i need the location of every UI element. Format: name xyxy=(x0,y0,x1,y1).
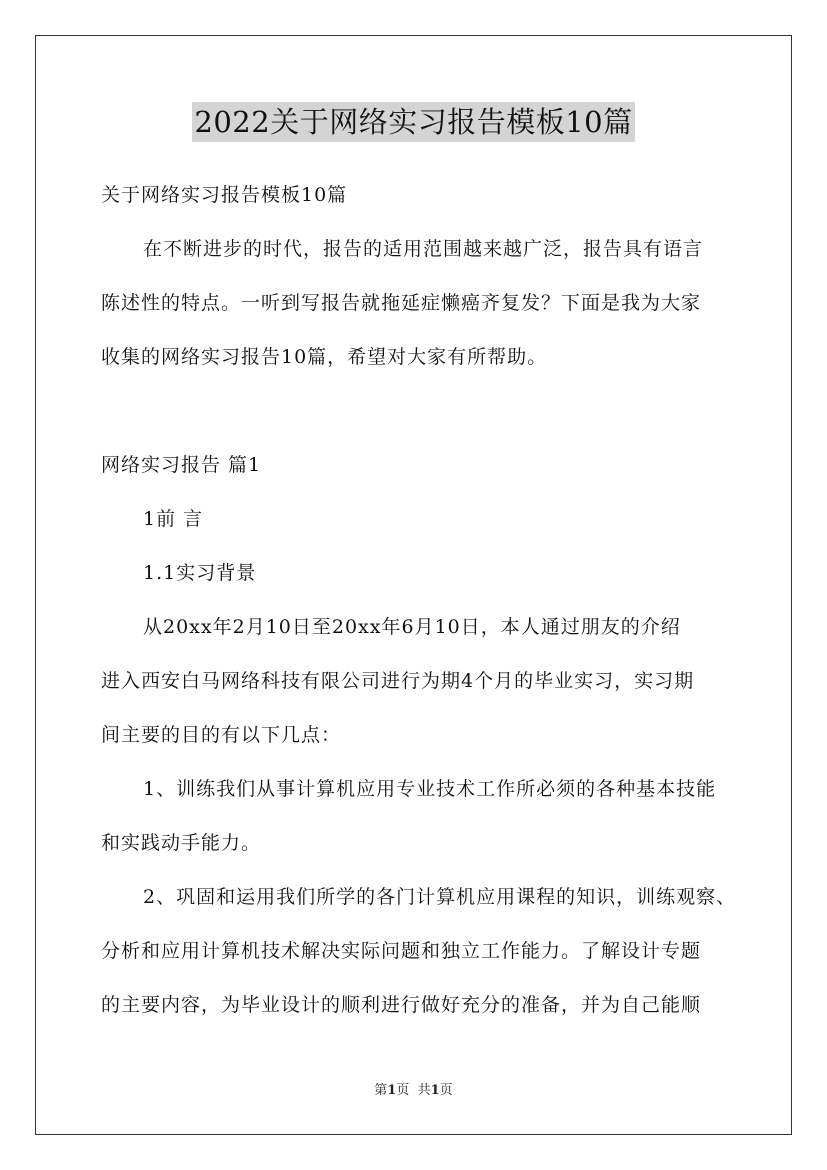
list-item-1-line-1: 1、训练我们从事计算机应用专业技术工作所必须的各种基本技能 xyxy=(143,778,717,800)
section-heading: 网络实习报告 篇1 xyxy=(101,454,262,476)
page-footer xyxy=(0,1082,827,1100)
document-title: 2022关于网络实习报告模板10篇 xyxy=(192,102,634,142)
intro-line-2: 陈述性的特点。一听到写报告就拖延症懒癌齐复发？下面是我为大家 xyxy=(101,292,702,314)
body-line-1: 从20xx年2月10日至20xx年6月10日，本人通过朋友的介绍 xyxy=(143,616,681,638)
total-prefix: 共 xyxy=(417,1083,431,1098)
page-suffix: 页 xyxy=(396,1083,410,1098)
total-pages: 1 xyxy=(430,1083,440,1098)
subtitle-line: 关于网络实习报告模板10篇 xyxy=(101,184,348,206)
subsection-heading: 1.1实习背景 xyxy=(143,562,257,584)
list-item-2-line-2: 分析和应用计算机技术解决实际问题和独立工作能力。了解设计专题 xyxy=(101,940,702,962)
body-line-2: 进入西安白马网络科技有限公司进行为期4个月的毕业实习，实习期 xyxy=(101,670,695,692)
title-block xyxy=(0,102,827,142)
page-number: 1 xyxy=(387,1083,397,1098)
intro-line-3: 收集的网络实习报告10篇，希望对大家有所帮助。 xyxy=(101,346,548,368)
total-suffix: 页 xyxy=(439,1083,453,1098)
intro-line-1: 在不断进步的时代，报告的适用范围越来越广泛，报告具有语言 xyxy=(143,238,704,260)
list-item-2-line-1: 2、巩固和运用我们所学的各门计算机应用课程的知识，训练观察、 xyxy=(143,886,737,908)
page-prefix: 第 xyxy=(374,1083,388,1098)
list-item-1-line-2: 和实践动手能力。 xyxy=(101,832,262,854)
body-line-3: 间主要的目的有以下几点： xyxy=(101,724,342,746)
list-item-2-line-3: 的主要内容，为毕业设计的顺利进行做好充分的准备，并为自己能顺 xyxy=(101,994,702,1016)
chapter-heading: 1前 言 xyxy=(143,508,204,530)
